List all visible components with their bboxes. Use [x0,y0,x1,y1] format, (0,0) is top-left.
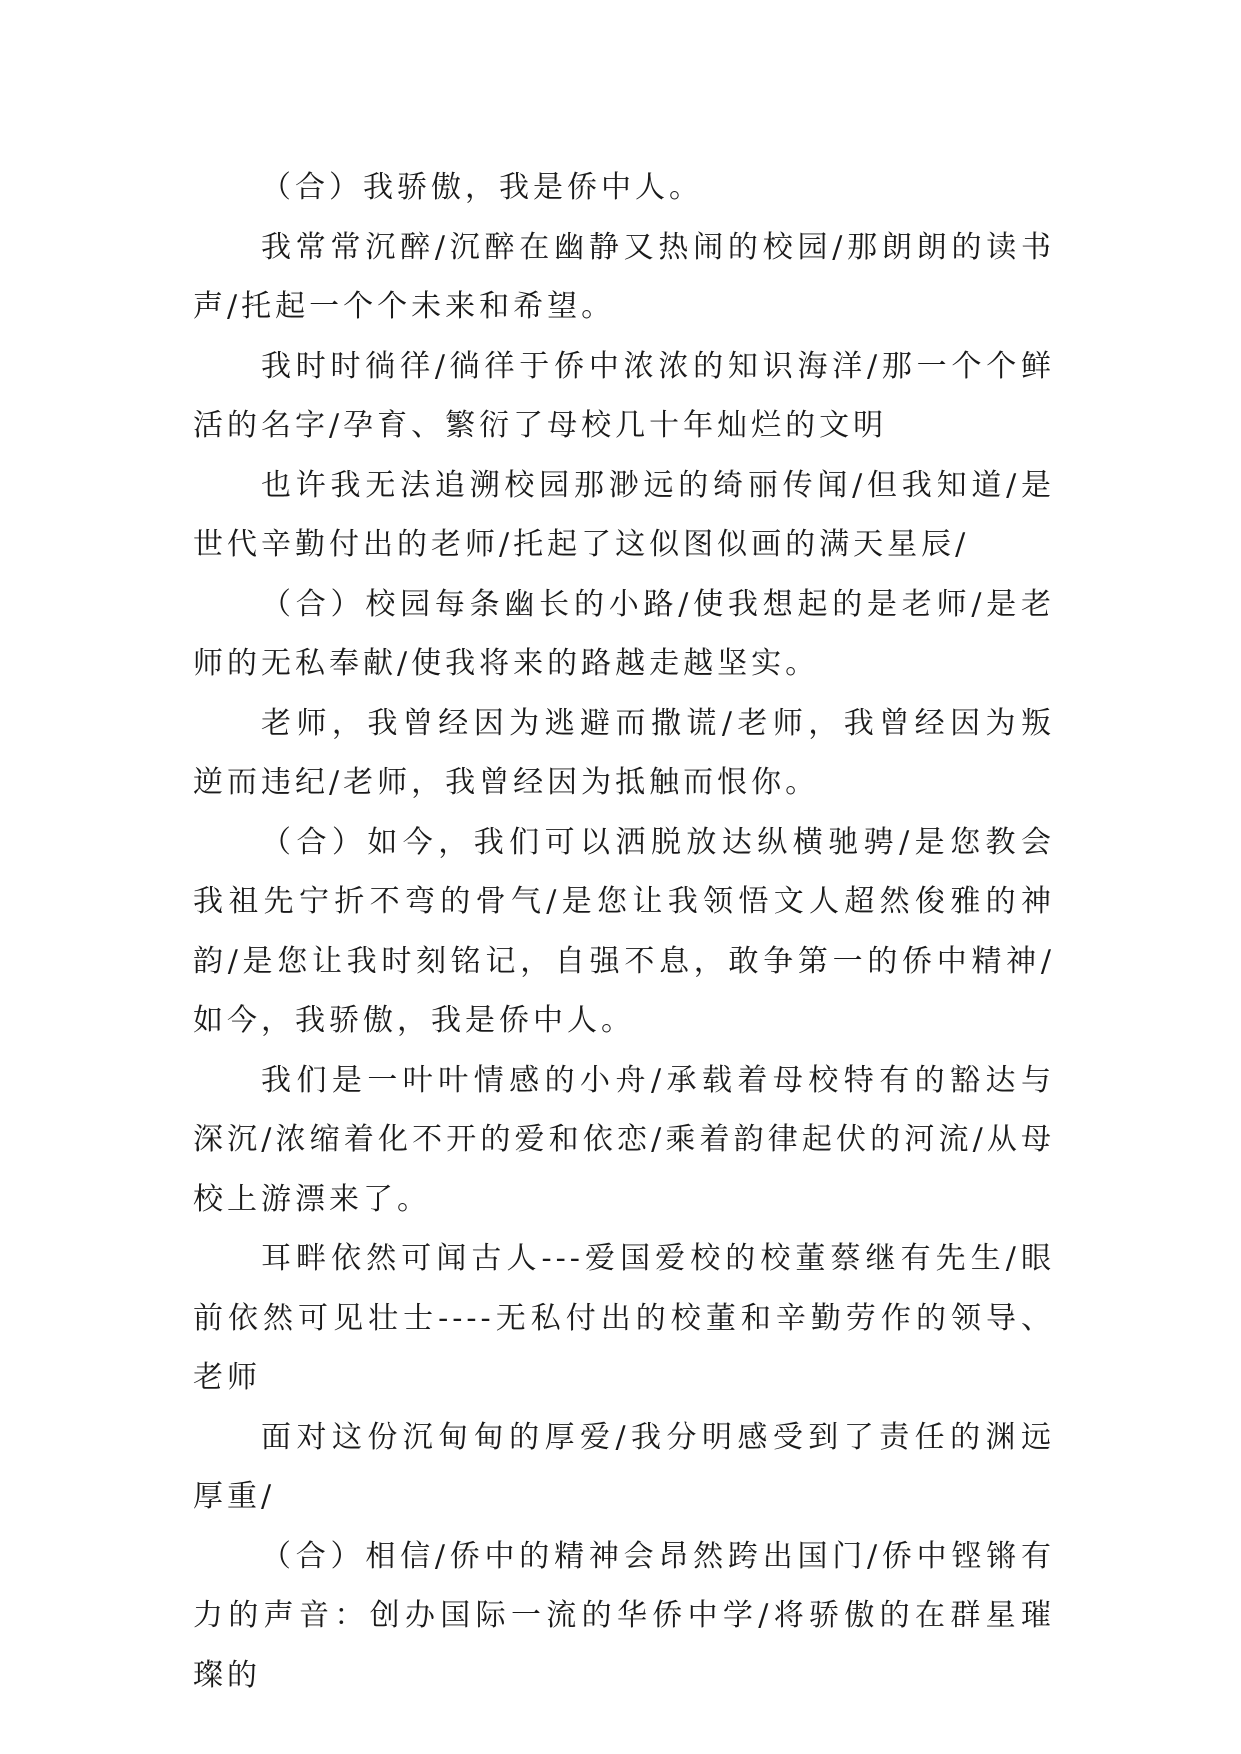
document-body [193,158,1055,1705]
paragraph-7: （合）如今，我们可以洒脱放达纵横驰骋/是您教会我祖先宁折不弯的骨气/是您让我领悟文人超然俊雅的神韵/是您让我时刻铭记，自强不息，敢争第一的侨中精神/如今，我骄傲，我是侨中人。 [193,824,1055,1038]
paragraph-11: （合）相信/侨中的精神会昂然跨出国门/侨中铿锵有力的声音：创办国际一流的华侨中学/将骄傲的在群星璀璨的 [193,1538,1055,1693]
paragraph-3: 我时时徜徉/徜徉于侨中浓浓的知识海洋/那一个个鲜活的名字/孕育、繁衍了母校几十年灿烂的文明 [193,348,1055,443]
paragraph-8: 我们是一叶叶情感的小舟/承载着母校特有的豁达与深沉/浓缩着化不开的爱和依恋/乘着韵律起伏的河流/从母校上游漂来了。 [193,1062,1055,1217]
paragraph-10: 面对这份沉甸甸的厚爱/我分明感受到了责任的渊远厚重/ [193,1419,1055,1514]
paragraph-5: （合）校园每条幽长的小路/使我想起的是老师/是老师的无私奉献/使我将来的路越走越坚实。 [193,586,1055,681]
paragraph-6: 老师，我曾经因为逃避而撒谎/老师，我曾经因为叛逆而违纪/老师，我曾经因为抵触而恨你。 [193,705,1055,800]
paragraph-1: （合）我骄傲，我是侨中人。 [261,170,703,205]
paragraph-9: 耳畔依然可闻古人---爱国爱校的校董蔡继有先生/眼前依然可见壮士----无私付出的校董和辛勤劳作的领导、老师 [193,1241,1055,1395]
paragraph-4: 也许我无法追溯校园那渺远的绮丽传闻/但我知道/是世代辛勤付出的老师/托起了这似图似画的满天星辰/ [193,467,1055,562]
paragraph-2: 我常常沉醉/沉醉在幽静又热闹的校园/那朗朗的读书声/托起一个个未来和希望。 [193,229,1055,324]
